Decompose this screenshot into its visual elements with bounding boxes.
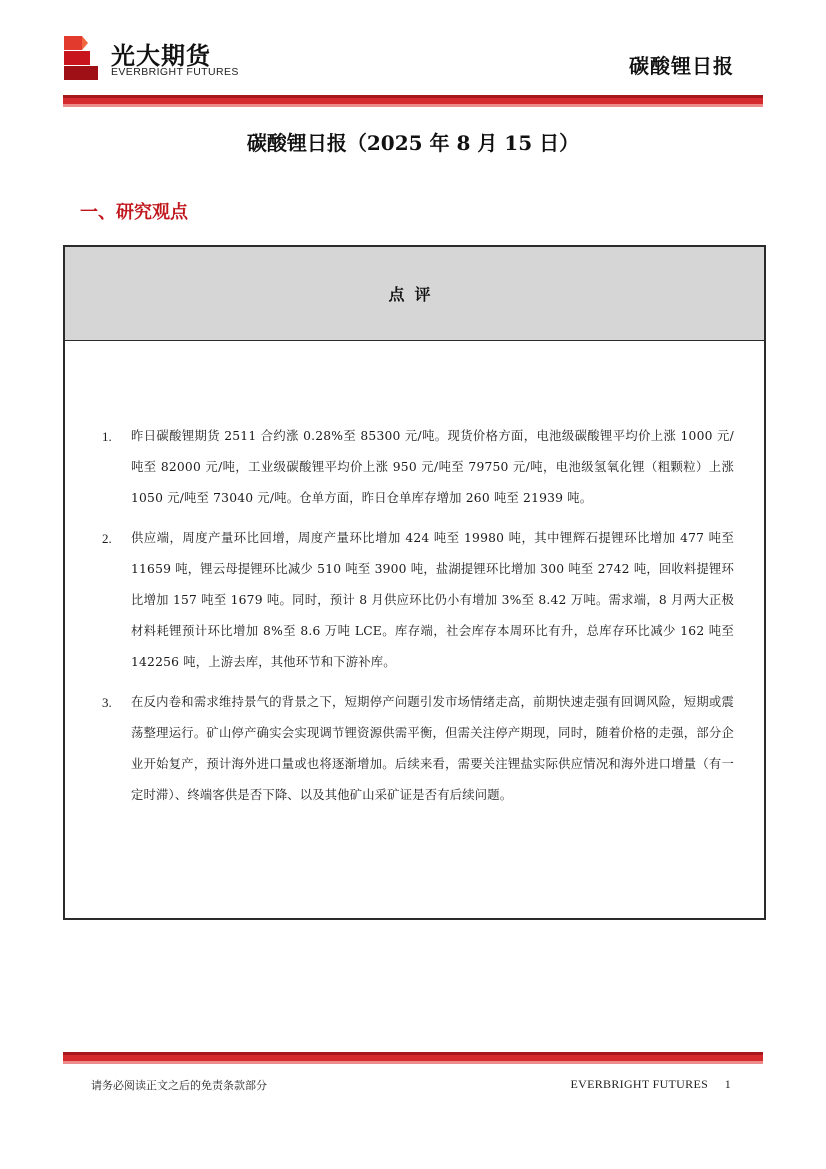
commentary-heading: 点评 (65, 247, 764, 341)
footer-disclaimer: 请务必阅读正文之后的免责条款部分 (91, 1079, 267, 1092)
page-number: 1 (724, 1077, 731, 1091)
footer-divider-bar (63, 1052, 763, 1064)
list-item (65, 421, 764, 514)
item-text: 在反内卷和需求维持景气的背景之下，短期停产问题引发市场情绪走高，前期快速走强有回调风险，短期或震荡整理运行。矿山停产确实会实现调节锂资源供需平衡，但需关注停产期现，同时，随着价格的走强，部分企业开始复产，预计海外进口量或也将逐渐增加。后续来看，需要关注锂盐实际供应情况和海外进口增量（有一定时滞）、终端客供是否下降、以及其他矿山采矿证是否有后续问题。 (131, 695, 734, 802)
footer-company-page (571, 1077, 731, 1092)
logo-english-name: EVERBRIGHT FUTURES (111, 66, 239, 78)
company-logo (64, 36, 264, 84)
commentary-list (65, 421, 764, 820)
list-item (65, 687, 764, 811)
item-text: 供应端，周度产量环比回增，周度产量环比增加 424 吨至 19980 吨，其中锂辉石提锂环比增加 477 吨至 11659 吨，锂云母提锂环比减少 510 吨至 3900 吨，盐湖提锂环比增加 300 吨至 2742 吨，回收料提锂环比增加 157 吨至 1679 吨。同时，预计 8 月供应环比仍小有增加 3%至 8.42 万吨。需求端，8 月两大正极材料耗锂预计环比增加 8%至 8.6 万吨 LCE。库存端，社会库存本周环比有升，总库存环比减少 162 吨至 142256 吨，上游去库，其他环节和下游补库。 (131, 531, 734, 669)
item-number: 3. (102, 695, 112, 710)
item-number: 2. (102, 531, 112, 546)
item-number: 1. (102, 429, 112, 444)
list-item (65, 523, 764, 678)
item-text: 昨日碳酸锂期货 2511 合约涨 0.28%至 85300 元/吨。现货价格方面，电池级碳酸锂平均价上涨 1000 元/吨至 82000 元/吨，工业级碳酸锂平均价上涨 950 元/吨至 79750 元/吨，电池级氢氧化锂（粗颗粒）上涨 1050 元/吨至 73040 元/吨。仓单方面，昨日仓单库存增加 260 吨至 21939 吨。 (131, 429, 734, 505)
everbright-logo-icon (64, 36, 98, 80)
page-title: 碳酸锂日报（2025 年 8 月 15 日） (246, 131, 580, 155)
commentary-box (63, 245, 766, 920)
report-type-label: 碳酸锂日报 (629, 54, 734, 78)
logo-chinese-name: 光大期货 (111, 42, 211, 70)
section-heading: 一、研究观点 (80, 202, 188, 223)
header-divider-bar (63, 95, 763, 107)
footer-company: EVERBRIGHT FUTURES (570, 1077, 709, 1091)
